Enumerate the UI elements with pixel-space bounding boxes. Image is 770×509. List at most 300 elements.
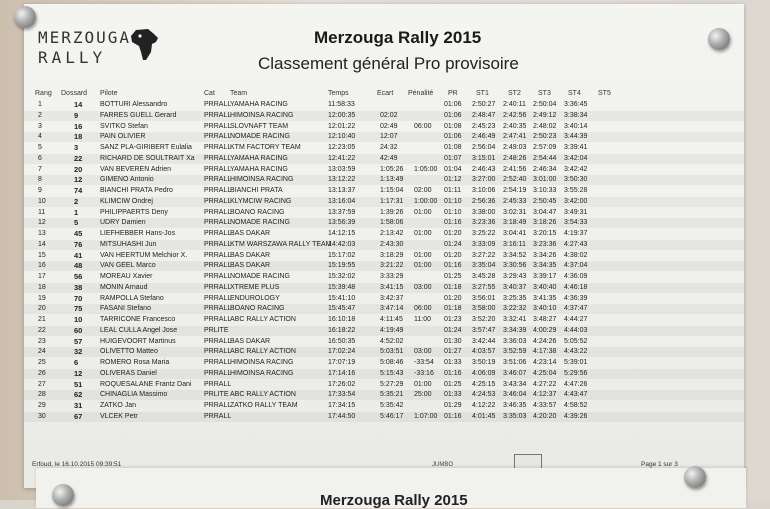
cell-pr: 01:27 <box>444 348 462 356</box>
cell-team: ZATKO RALLY TEAM <box>230 402 298 409</box>
cell-pr: 01:16 <box>444 369 462 377</box>
cell-st1: 4:06:09 <box>472 369 496 377</box>
cell-cat: PRRALL <box>204 208 232 216</box>
cell-temps: 16:50:35 <box>328 337 356 345</box>
cell-pilote: SANZ PLA-GIRIBERT Eulalia <box>100 144 192 151</box>
cell-pilote: MONIN Arnaud <box>100 283 148 291</box>
cell-cat: PRLITE <box>204 391 229 399</box>
cell-rang: 22 <box>38 326 46 334</box>
cell-ecart: 3:42:37 <box>380 294 404 302</box>
cell-temps: 17:26:02 <box>328 380 356 388</box>
cell-st1: 2:50:27 <box>472 101 496 108</box>
cell-cat: PRRALL <box>204 412 232 420</box>
cell-pr: 01:20 <box>444 294 462 302</box>
page-title: Merzouga Rally 2015 <box>314 28 482 47</box>
table-row <box>24 197 744 207</box>
cell-rang: 29 <box>38 402 46 409</box>
cell-cat: PRRALL <box>204 165 232 173</box>
cell-dossard: 5 <box>74 218 79 228</box>
cell-st1: 3:45:28 <box>472 273 496 280</box>
cell-dossard: 22 <box>74 153 83 163</box>
cell-cat: PRRALL <box>204 359 232 366</box>
cell-rang: 17 <box>38 273 46 280</box>
cell-rang: 4 <box>38 133 42 141</box>
cell-st3: 3:40:40 <box>533 283 557 291</box>
header-st2: ST2 <box>508 90 521 97</box>
pushpin-icon <box>52 484 74 506</box>
cell-pr: 01:25 <box>444 380 462 388</box>
cell-temps: 15:17:02 <box>328 251 356 259</box>
table-row <box>24 122 744 132</box>
cell-st3: 4:25:04 <box>533 369 557 377</box>
cell-rang: 23 <box>38 337 46 345</box>
cell-cat: PRRALL <box>204 337 232 345</box>
cell-team: BIANCHI PRATA <box>230 187 283 194</box>
cell-st1: 2:48:47 <box>472 111 496 119</box>
cell-st2: 3:34:52 <box>503 251 527 259</box>
cell-ecart: 5:46:17 <box>380 412 404 420</box>
cell-st2: 2:54:19 <box>503 187 527 194</box>
cell-ecart: 2:43:30 <box>380 240 404 248</box>
cell-st4: 4:36:09 <box>564 273 588 280</box>
cell-st2: 2:45:33 <box>503 197 527 205</box>
pushpin-icon <box>708 28 730 50</box>
header-pilote: Pilote <box>100 90 118 97</box>
cell-dossard: 74 <box>74 186 83 195</box>
cell-rang: 14 <box>38 240 46 248</box>
cell-st4: 4:27:43 <box>564 240 588 248</box>
cell-st2: 3:25:35 <box>503 294 527 302</box>
cell-st4: 3:42:04 <box>564 154 588 162</box>
cell-pilote: VLCEK Petr <box>100 412 138 420</box>
cell-st3: 3:04:47 <box>533 208 557 216</box>
cell-st3: 2:49:12 <box>533 111 557 119</box>
cell-st3: 4:33:57 <box>533 402 557 409</box>
table-row <box>24 143 744 153</box>
cell-st2: 3:46:35 <box>503 402 527 409</box>
cell-pr: 01:08 <box>444 144 462 151</box>
cell-temps: 13:03:59 <box>328 165 356 173</box>
cell-cat: PRRALL <box>204 176 232 184</box>
table-row <box>24 218 744 228</box>
cell-st1: 2:56:04 <box>472 144 496 151</box>
cell-cat: PRRALL <box>204 219 232 227</box>
header-ecart: Ecart <box>377 90 394 97</box>
cell-penalite: 01:00 <box>414 380 432 388</box>
cell-st4: 3:36:45 <box>564 101 588 108</box>
cell-penalite: 1:07:00 <box>414 412 438 420</box>
cell-st3: 2:46:34 <box>533 165 557 173</box>
cell-temps: 16:10:18 <box>328 316 356 323</box>
cell-cat: PRRALL <box>204 154 232 162</box>
cell-ecart: 5:03:51 <box>380 348 404 356</box>
cell-cat: PRRALL <box>204 283 232 291</box>
cell-pr: 01:20 <box>444 230 462 237</box>
cell-ecart: 1:17:31 <box>380 197 404 205</box>
cell-pilote: KLIMCIW Ondrej <box>100 197 153 205</box>
cell-st4: 3:50:30 <box>564 176 588 184</box>
cell-st4: 3:54:33 <box>564 219 588 227</box>
cell-st3: 4:12:37 <box>533 391 557 399</box>
cell-st1: 3:23:36 <box>472 219 496 227</box>
cell-ecart: 24:32 <box>380 144 398 151</box>
cell-dossard: 18 <box>74 132 83 142</box>
cell-st4: 3:40:14 <box>564 122 588 130</box>
cell-st2: 2:41:56 <box>503 165 527 173</box>
cell-penalite: 02:00 <box>414 187 432 194</box>
cell-st3: 4:24:26 <box>533 337 557 345</box>
cell-st4: 4:37:47 <box>564 305 588 313</box>
africa-map-icon <box>130 28 160 62</box>
next-sheet <box>36 468 746 508</box>
cell-team: HIMOINSA RACING <box>230 111 294 119</box>
cell-dossard: 41 <box>74 250 83 260</box>
cell-st3: 3:48:27 <box>533 316 557 323</box>
cell-ecart: 5:27:29 <box>380 380 404 388</box>
cell-ecart: 1:13:49 <box>380 176 404 184</box>
cell-pilote: PHILIPPAERTS Deny <box>100 208 168 216</box>
cell-st1: 3:57:47 <box>472 326 496 334</box>
cell-st3: 3:01:00 <box>533 176 557 184</box>
cell-st3: 3:41:35 <box>533 294 557 302</box>
cell-temps: 14:12:15 <box>328 230 356 237</box>
cell-st3: 2:48:02 <box>533 122 557 130</box>
cell-st4: 4:46:18 <box>564 283 588 291</box>
cell-dossard: 9 <box>74 110 79 120</box>
cell-pilote: FASANI Stefano <box>100 305 151 313</box>
cell-rang: 18 <box>38 283 46 291</box>
cell-st3: 3:20:15 <box>533 230 557 237</box>
cell-penalite: 25:00 <box>414 391 432 399</box>
table-row <box>24 380 744 390</box>
header-cat: Cat <box>204 90 215 97</box>
cell-ecart: 1:15:04 <box>380 187 404 194</box>
cell-dossard: 67 <box>74 411 83 421</box>
cell-st1: 3:15:01 <box>472 154 496 162</box>
cell-ecart: 3:18:29 <box>380 251 404 259</box>
cell-penalite: 03:00 <box>414 348 432 356</box>
cell-pr: 01:08 <box>444 122 462 130</box>
cell-st1: 3:27:55 <box>472 283 496 291</box>
cell-st4: 3:44:39 <box>564 133 588 141</box>
table-row <box>24 294 744 304</box>
cell-temps: 12:10:40 <box>328 133 356 141</box>
cell-st1: 4:25:15 <box>472 380 496 388</box>
cell-pilote: CHINAGLIA Massimo <box>100 391 168 399</box>
cell-pilote: VAN GEEL Marco <box>100 262 156 270</box>
cell-st4: 5:05:52 <box>564 337 588 345</box>
next-sheet-title: Merzouga Rally 2015 <box>320 492 468 509</box>
cell-cat: PRRALL <box>204 111 232 119</box>
cell-rang: 27 <box>38 380 46 388</box>
cell-pr: 01:16 <box>444 262 462 270</box>
cell-dossard: 16 <box>74 121 83 131</box>
cell-temps: 13:37:59 <box>328 208 356 216</box>
cell-st4: 4:44:27 <box>564 316 588 323</box>
cell-cat: PRRALL <box>204 273 232 280</box>
cell-dossard: 1 <box>74 207 79 217</box>
logo-line1: MERZOUGA <box>38 28 132 47</box>
cell-st4: 4:19:37 <box>564 230 588 237</box>
cell-team: YAMAHA RACING <box>230 154 288 162</box>
cell-st1: 3:35:04 <box>472 262 496 270</box>
cell-st1: 3:42:44 <box>472 337 496 345</box>
cell-pilote: BIANCHI PRATA Pedro <box>100 187 173 194</box>
cell-dossard: 20 <box>74 164 83 174</box>
cell-rang: 24 <box>38 348 46 356</box>
cell-st2: 3:16:11 <box>503 240 526 248</box>
cell-dossard: 38 <box>74 282 83 292</box>
cell-cat: PRRALL <box>204 369 232 377</box>
cell-st4: 4:36:39 <box>564 294 588 302</box>
cell-st3: 2:50:45 <box>533 197 557 205</box>
cell-st2: 3:29:43 <box>503 273 527 280</box>
cell-st3: 3:34:35 <box>533 262 557 270</box>
cell-st3: 4:23:14 <box>533 359 557 366</box>
cell-st4: 3:38:34 <box>564 111 588 119</box>
cell-penalite: 01:00 <box>414 251 432 259</box>
cell-st1: 3:50:19 <box>472 359 496 366</box>
cell-temps: 13:13:37 <box>328 187 356 194</box>
cell-penalite: 06:00 <box>414 305 432 313</box>
cell-dossard: 6 <box>74 358 79 367</box>
cell-st1: 3:58:00 <box>472 305 496 313</box>
cell-dossard: 2 <box>74 196 79 206</box>
cell-cat: PRRALL <box>204 402 232 409</box>
cell-ecart: 1:39:26 <box>380 208 404 216</box>
cell-st1: 3:25:22 <box>472 230 496 237</box>
cell-st1: 3:27:22 <box>472 251 496 259</box>
cell-ecart: 1:05:26 <box>380 165 404 173</box>
cell-cat: PRRALL <box>204 101 232 108</box>
cell-st2: 3:22:32 <box>503 305 527 313</box>
cell-temps: 15:45:47 <box>328 305 356 313</box>
results-sheet <box>24 4 744 488</box>
cell-st2: 3:46:07 <box>503 369 527 377</box>
cell-team: HIMOINSA RACING <box>230 176 294 184</box>
cell-pilote: TARRICONE Francesco <box>100 316 176 323</box>
cell-team: BAS DAKAR <box>230 230 271 237</box>
cell-rang: 2 <box>38 111 42 119</box>
cell-dossard: 76 <box>74 239 83 249</box>
cell-pilote: GIMENO Antonio <box>100 176 154 184</box>
cell-dossard: 51 <box>74 379 83 389</box>
header-dossard: Dossard <box>61 90 88 97</box>
table-row <box>24 229 744 239</box>
cell-pr: 01:29 <box>444 402 462 409</box>
cell-st2: 3:32:41 <box>503 316 527 323</box>
cell-dossard: 57 <box>74 336 83 346</box>
cell-ecart: 5:35:42 <box>380 402 404 409</box>
cell-dossard: 62 <box>74 390 83 400</box>
cell-pilote: MOREAU Xavier <box>100 273 153 280</box>
table-row <box>24 261 744 271</box>
table-row <box>24 240 744 250</box>
cell-ecart: 4:11:45 <box>380 316 403 323</box>
cell-st3: 4:27:22 <box>533 380 557 388</box>
cell-st3: 2:50:23 <box>533 133 557 141</box>
cell-dossard: 56 <box>74 272 83 281</box>
cell-rang: 10 <box>38 197 46 205</box>
cell-ecart: 1:58:06 <box>380 219 404 227</box>
table-row <box>24 390 744 400</box>
cell-cat: PRRALL <box>204 380 232 388</box>
cell-st1: 2:46:43 <box>472 165 496 173</box>
cell-ecart: 2:13:42 <box>380 230 404 237</box>
table-row <box>24 412 744 422</box>
cell-team: KTM WARSZAWA RALLY TEAM <box>230 240 332 248</box>
cell-st3: 4:00:29 <box>533 326 557 334</box>
cell-st1: 3:33:09 <box>472 240 496 248</box>
table-row <box>24 208 744 218</box>
cell-cat: PRLITE <box>204 326 229 334</box>
cell-penalite: 06:00 <box>414 122 432 130</box>
cell-cat: PRRALL <box>204 294 232 302</box>
cell-st4: 4:43:22 <box>564 348 588 356</box>
cell-rang: 9 <box>38 187 42 194</box>
header-rang: Rang <box>35 90 52 97</box>
cell-temps: 17:33:54 <box>328 391 356 399</box>
cell-dossard: 12 <box>74 175 83 185</box>
cell-temps: 17:07:19 <box>328 359 356 366</box>
cell-st4: 3:42:42 <box>564 165 588 173</box>
table-row <box>24 347 744 357</box>
jumbo-logo: JUMBO <box>432 462 453 468</box>
cell-st4: 3:42:00 <box>564 197 588 205</box>
cell-team: BAS DAKAR <box>230 262 271 270</box>
table-row <box>24 165 744 175</box>
cell-st4: 5:29:56 <box>564 369 588 377</box>
cell-st2: 3:36:03 <box>503 337 527 345</box>
cell-rang: 28 <box>38 391 46 399</box>
cell-rang: 30 <box>38 412 46 420</box>
cell-st2: 2:40:35 <box>503 122 527 130</box>
cell-pr: 01:07 <box>444 154 462 162</box>
cell-st2: 2:52:40 <box>503 176 527 184</box>
cell-pilote: OLIVETTO Matteo <box>100 348 158 356</box>
cell-rang: 3 <box>38 122 42 130</box>
cell-rang: 19 <box>38 294 46 302</box>
cell-team: SLOVNAFT TEAM <box>230 122 289 130</box>
cell-st4: 4:44:03 <box>564 326 588 334</box>
cell-pilote: HUIGEVOORT Martinus <box>100 337 176 345</box>
cell-team: BAS DAKAR <box>230 337 271 345</box>
cell-rang: 5 <box>38 144 42 151</box>
table-row <box>24 175 744 185</box>
header-penalite: Pénalité <box>408 90 434 97</box>
cell-st2: 3:30:56 <box>503 262 527 270</box>
cell-pr: 01:20 <box>444 251 462 259</box>
cell-temps: 17:44:50 <box>328 412 356 420</box>
cell-pilote: SVITKO Stefan <box>100 122 148 130</box>
cell-st2: 2:42:56 <box>503 111 527 119</box>
cell-ecart: 3:47:14 <box>380 305 404 313</box>
cell-dossard: 75 <box>74 304 83 314</box>
cell-rang: 21 <box>38 316 46 323</box>
cell-cat: PRRALL <box>204 197 232 205</box>
cell-st4: 4:43:47 <box>564 391 588 399</box>
cell-st2: 3:46:04 <box>503 391 527 399</box>
cell-penalite: 11:00 <box>414 316 431 323</box>
cell-st2: 3:34:39 <box>503 326 527 334</box>
cell-st3: 3:23:36 <box>533 240 557 248</box>
cell-pr: 01:16 <box>444 219 462 227</box>
cell-st1: 3:52:20 <box>472 316 496 323</box>
cell-rang: 8 <box>38 176 42 184</box>
cell-st2: 2:40:11 <box>503 101 526 108</box>
cell-temps: 14:42:03 <box>328 240 356 248</box>
cell-st1: 3:38:00 <box>472 208 496 216</box>
cell-temps: 17:34:15 <box>328 402 356 409</box>
table-row <box>24 154 744 164</box>
cell-st2: 2:47:41 <box>503 133 527 141</box>
cell-pilote: ROQUESALANE Frantz Dani <box>100 380 192 388</box>
cell-ecart: 02:49 <box>380 122 398 130</box>
cell-temps: 12:00:35 <box>328 111 356 119</box>
cell-ecart: 5:15:43 <box>380 369 404 377</box>
cell-st1: 2:46:49 <box>472 133 496 141</box>
header-pr: PR <box>448 90 458 97</box>
cell-temps: 13:12:22 <box>328 176 356 184</box>
cell-pr: 01:10 <box>444 208 462 216</box>
cell-penalite: -33:16 <box>414 369 434 377</box>
page-subtitle: Classement général Pro provisoire <box>258 54 519 73</box>
cell-st2: 3:18:49 <box>503 219 527 227</box>
cell-temps: 15:19:55 <box>328 262 356 270</box>
table-row <box>24 369 744 379</box>
cell-st3: 3:34:26 <box>533 251 557 259</box>
cell-pilote: BOTTURI Alessandro <box>100 101 168 108</box>
cell-pr: 01:12 <box>444 176 462 184</box>
cell-st1: 2:45:23 <box>472 122 496 130</box>
cell-st1: 4:24:53 <box>472 391 496 399</box>
cell-st3: 3:18:26 <box>533 219 557 227</box>
header-st1: ST1 <box>476 90 489 97</box>
cell-st3: 2:50:04 <box>533 101 557 108</box>
cell-dossard: 60 <box>74 325 83 335</box>
header-st5: ST5 <box>598 90 611 97</box>
cell-team: HIMOINSA RACING <box>230 359 294 366</box>
cell-team: ENDUROLOGY <box>230 294 280 302</box>
cell-team: ABC RALLY ACTION <box>230 391 296 399</box>
cell-dossard: 31 <box>74 401 83 410</box>
cell-rang: 15 <box>38 251 46 259</box>
cell-team: BAS DAKAR <box>230 251 271 259</box>
cell-temps: 12:41:22 <box>328 154 356 162</box>
cell-team: BOANO RACING <box>230 305 285 313</box>
cell-st1: 3:27:00 <box>472 176 496 184</box>
cell-pilote: OLIVERAS Daniel <box>100 369 157 377</box>
pushpin-icon <box>14 6 36 28</box>
cell-dossard: 70 <box>74 293 83 303</box>
header-team: Team <box>230 90 248 97</box>
table-row <box>24 132 744 142</box>
cell-dossard: 32 <box>74 347 83 357</box>
table-row <box>24 186 744 196</box>
cell-team: ABC RALLY ACTION <box>230 348 296 356</box>
cell-ecart: 3:21:22 <box>380 262 404 270</box>
cell-st4: 5:39:01 <box>564 359 588 366</box>
cell-pr: 01:30 <box>444 337 462 345</box>
cell-st2: 3:40:37 <box>503 283 527 291</box>
cell-pr: 01:23 <box>444 316 462 323</box>
cell-penalite: 01:00 <box>414 262 432 270</box>
cell-dossard: 12 <box>74 368 83 378</box>
cell-temps: 15:32:02 <box>328 273 356 280</box>
cell-cat: PRRALL <box>204 348 232 356</box>
merzouga-rally-logo <box>38 26 178 74</box>
cell-pilote: VAN HEERTUM Melchior X. <box>100 251 188 259</box>
